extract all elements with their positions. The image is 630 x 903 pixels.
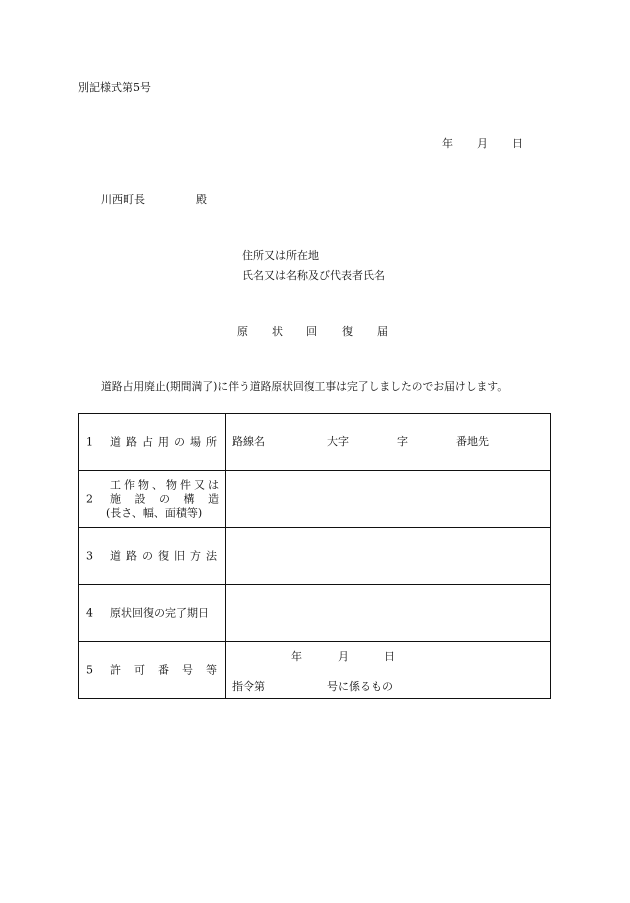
label-char: 場 [190,435,201,449]
row-number: 5 [86,663,93,677]
date-day-label: 日 [512,137,523,150]
label-char: 復 [158,549,169,563]
banchi-label: 番地先 [456,435,489,448]
label-char: の [142,549,153,563]
label-char: 等 [206,663,217,677]
label-char: 法 [206,549,217,563]
label-char: 用 [158,435,169,449]
label-char: 路 [126,549,137,563]
label-char: 物 [138,478,149,492]
row-number: 2 [86,492,93,506]
label-char: 占 [142,435,153,449]
label-char: 設 [134,492,146,506]
title-char: 回 [306,325,317,338]
row-label-text [110,551,217,562]
table-row [79,471,551,528]
label-char: 又 [194,478,205,492]
label-char: の [159,492,170,506]
label-char: 路 [126,435,137,449]
row-label-text [106,477,219,522]
row-label-text [110,665,217,676]
form-number: 別記様式第5号 [78,81,151,94]
label-char: 可 [134,663,145,677]
statement: 道路占用廃止(期間満了)に伴う道路原状回復工事は完了しましたのでお届けします。 [101,380,509,393]
row-label-restoration-method [79,528,226,585]
label-char: 道 [110,435,121,449]
date-month-label: 月 [477,137,488,150]
applicant-name-label: 氏名又は名称及び代表者氏名 [242,269,385,282]
row-label-text [110,437,217,448]
title-char: 状 [272,325,283,338]
shirei-label: 指令第 [232,680,265,693]
date-year-label: 年 [442,137,453,150]
label-line: (長さ、幅、面積等) [106,506,203,520]
label-char: 作 [124,478,135,492]
addressee-name: 川西町長 [101,193,145,206]
row-value-permit-number[interactable] [226,642,551,699]
permit-suffix-label: 号に係るもの [327,680,393,693]
applicant-address-label: 住所又は所在地 [242,249,319,262]
label-char: は [208,478,219,492]
row-label-structure [79,471,226,528]
row-number: 3 [86,549,93,563]
row-label-location [79,414,226,471]
row-value-structure[interactable] [226,471,551,528]
label-char: の [174,435,185,449]
title-char: 原 [237,325,248,338]
row-label-permit-number [79,642,226,699]
addressee-honorific: 殿 [196,193,207,206]
aza-label: 字 [397,435,408,448]
label-char: 道 [110,549,121,563]
row-value-completion-date[interactable] [226,585,551,642]
form-table [78,413,551,699]
row-value-restoration-method[interactable] [226,528,551,585]
label-char: 造 [208,492,219,506]
label-char: 所 [206,435,217,449]
title-char: 復 [342,325,353,338]
permit-year-label: 年 [291,650,302,663]
label-char: 物 [166,478,177,492]
label-char: 番 [158,663,169,677]
label-char: 構 [183,492,195,506]
table-row [79,528,551,585]
row-number: 1 [86,435,93,449]
row-label-text: 原状回復の完了期日 [110,606,209,620]
row-number: 4 [86,606,93,620]
route-name-label: 路線名 [232,435,265,448]
table-row [79,585,551,642]
title-char: 届 [377,325,388,338]
permit-month-label: 月 [338,650,349,663]
label-char: 件 [180,478,191,492]
row-value-location[interactable] [226,414,551,471]
label-char: 方 [190,549,201,563]
label-char: 許 [110,663,121,677]
table-row [79,414,551,471]
label-char: 、 [152,478,163,492]
permit-day-label: 日 [384,650,395,663]
label-char: 号 [182,663,193,677]
row-label-completion-date [79,585,226,642]
label-char: 旧 [174,549,185,563]
label-line [110,494,219,505]
table-row [79,642,551,699]
label-char: 施 [110,492,121,506]
label-line [110,480,219,491]
oaza-label: 大字 [327,435,349,448]
label-char: 工 [110,478,121,492]
